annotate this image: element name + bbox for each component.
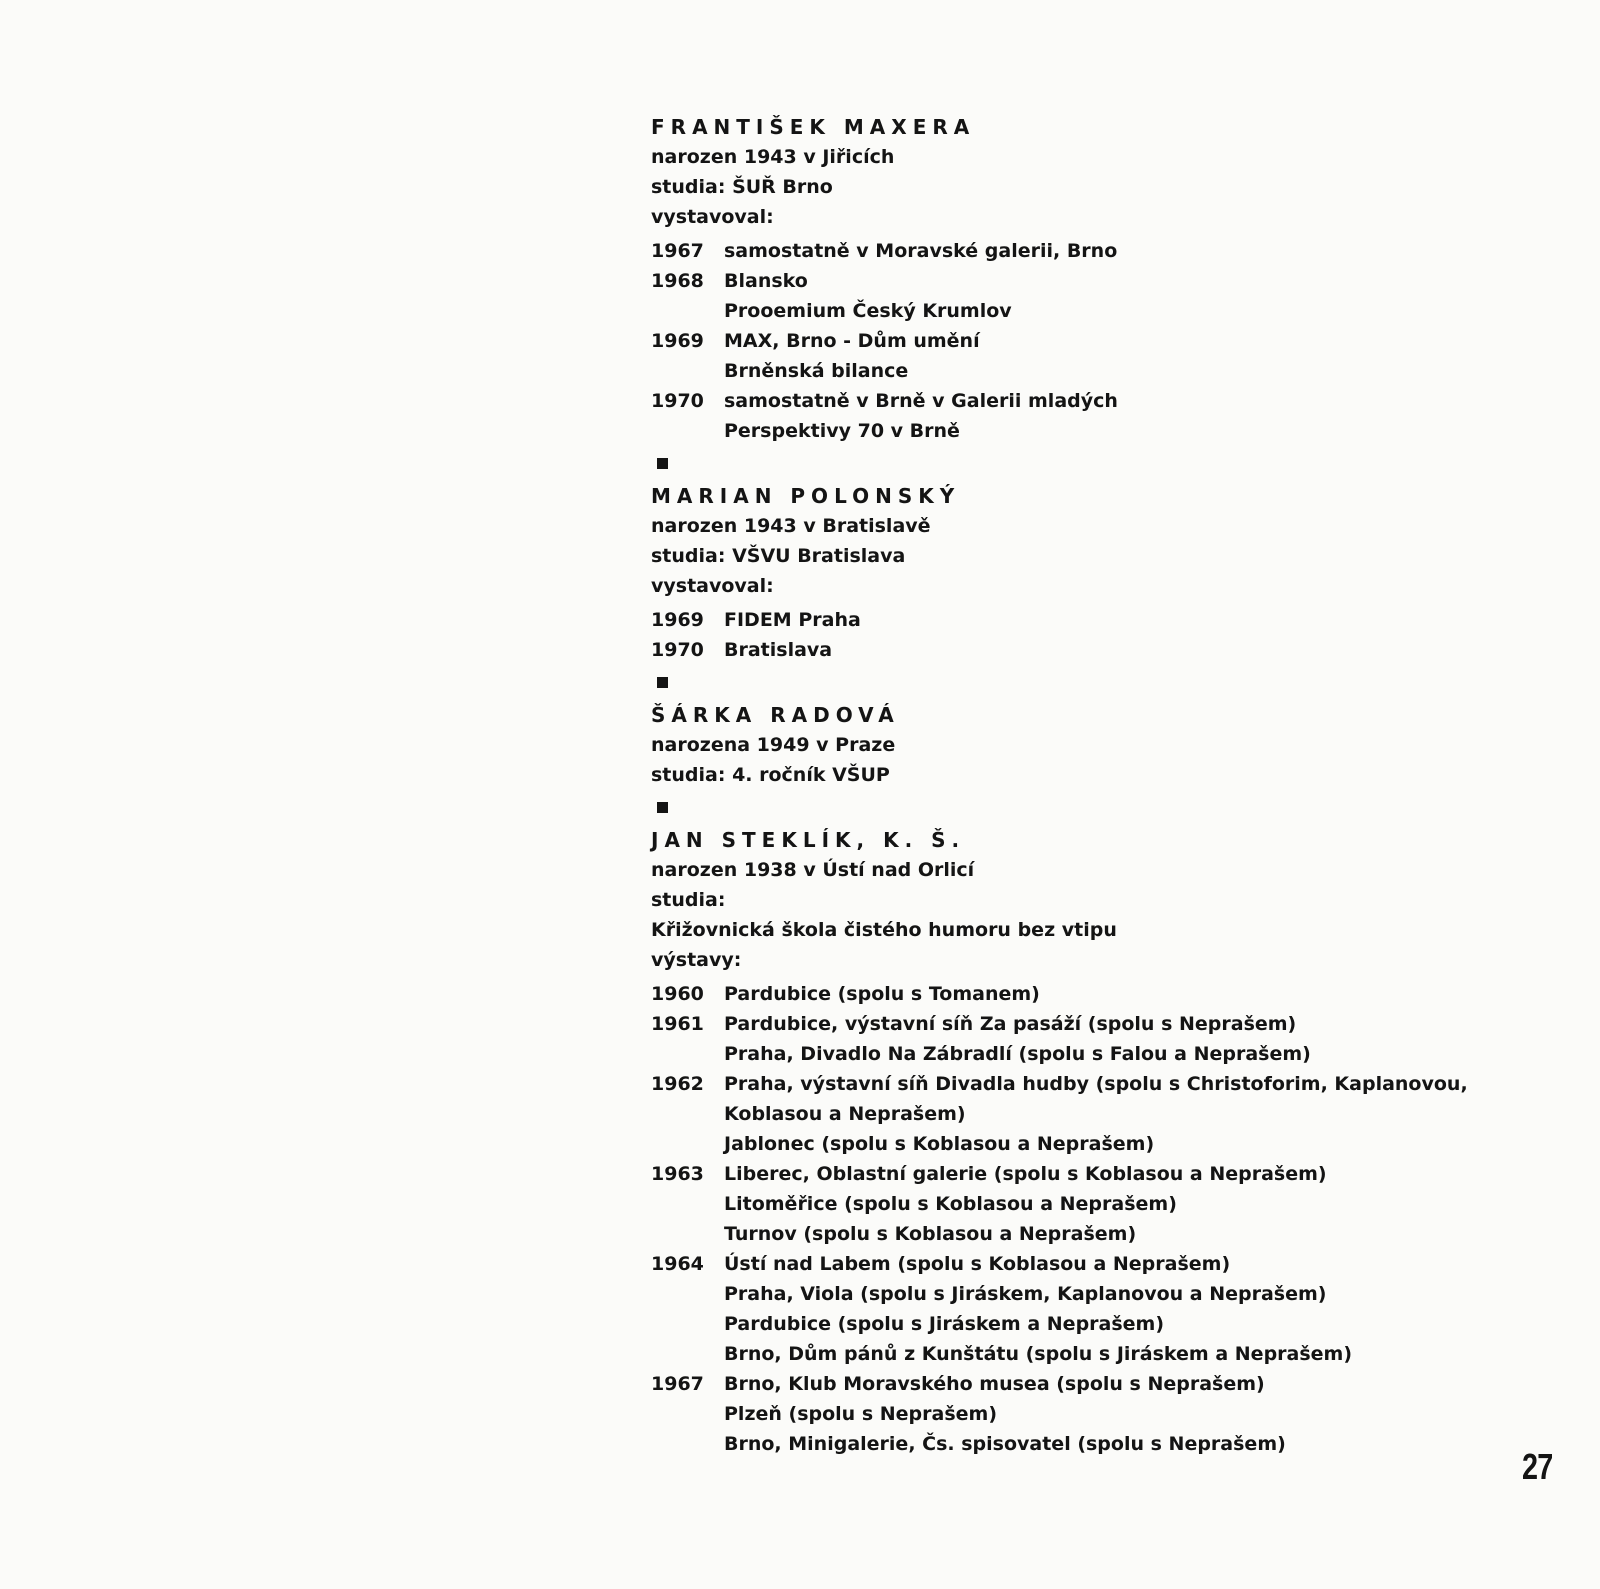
exhibition-places [724, 605, 861, 635]
exhibition-place: Brno, Klub Moravského musea (spolu s Neprašem) [724, 1373, 1265, 1395]
exhibition-place: Praha, Divadlo Na Zábradlí (spolu s Falou a Neprašem) [724, 1043, 1311, 1065]
exhibition-year: 1970 [651, 639, 704, 661]
exhibition-place: Pardubice (spolu s Tomanem) [724, 983, 1040, 1005]
exhibition-place: FIDEM Praha [724, 609, 861, 631]
exhibition-year: 1967 [651, 1373, 704, 1395]
exhibition-place: Litoměřice (spolu s Koblasou a Neprašem) [724, 1193, 1177, 1215]
exhibition-year: 1963 [651, 1163, 704, 1185]
exhibition-place: Koblasou a Neprašem) [724, 1103, 966, 1125]
exhibition-place: Perspektivy 70 v Brně [724, 420, 960, 442]
birth-info: narozen 1943 v Jiřicích [651, 146, 895, 168]
exhibition-row [651, 1009, 1551, 1069]
artist-entry [651, 700, 1551, 790]
studies-detail: Křižovnická škola čistého humoru bez vtipu [651, 919, 1117, 941]
exhibition-place: Ústí nad Labem (spolu s Koblasou a Neprašem) [724, 1253, 1231, 1275]
exhibition-place: Pardubice, výstavní síň Za pasáží (spolu s Neprašem) [724, 1013, 1297, 1035]
exhibition-places [724, 386, 1118, 446]
exhibition-places [724, 635, 832, 665]
square-bullet-icon [657, 677, 668, 688]
exhibition-year: 1970 [651, 390, 704, 412]
exhibition-row [651, 266, 1551, 326]
artist-entry [651, 825, 1551, 1459]
exhibition-place: MAX, Brno - Dům umění [724, 330, 980, 352]
studies-info: studia: 4. ročník VŠUP [651, 764, 890, 786]
exhibition-row [651, 1369, 1551, 1459]
exhibition-place: Praha, Viola (spolu s Jiráskem, Kaplanovou a Neprašem) [724, 1283, 1327, 1305]
exhibition-place: samostatně v Brně v Galerii mladých [724, 390, 1118, 412]
studies-info: studia: [651, 889, 726, 911]
exhibition-place: Jablonec (spolu s Koblasou a Neprašem) [724, 1133, 1155, 1155]
artist-name: MARIAN POLONSKÝ [651, 484, 961, 508]
exhibition-places [724, 326, 980, 386]
studies-info: studia: VŠVU Bratislava [651, 545, 906, 567]
exhibition-row [651, 979, 1551, 1009]
exhibition-row [651, 635, 1551, 665]
artist-entry [651, 481, 1551, 665]
exhibition-row [651, 605, 1551, 635]
artist-biographies [651, 112, 1551, 1459]
artist-name: FRANTIŠEK MAXERA [651, 115, 976, 139]
artist-name: ŠÁRKA RADOVÁ [651, 703, 900, 727]
page-number: 27 [1522, 1446, 1553, 1487]
exhibition-place: Turnov (spolu s Koblasou a Neprašem) [724, 1223, 1137, 1245]
exhibition-year: 1960 [651, 983, 704, 1005]
exhibition-year: 1969 [651, 330, 704, 352]
exhibition-year: 1967 [651, 240, 704, 262]
exhibition-places [724, 1069, 1468, 1159]
exhibition-places [724, 1369, 1286, 1459]
birth-info: narozen 1938 v Ústí nad Orlicí [651, 859, 975, 881]
square-bullet-icon [657, 802, 668, 813]
exhibition-places [724, 1159, 1327, 1249]
exhibition-row [651, 1159, 1551, 1249]
exhibition-places [724, 1249, 1352, 1369]
birth-info: narozena 1949 v Praze [651, 734, 896, 756]
square-bullet-icon [657, 458, 668, 469]
exhibition-row [651, 1249, 1551, 1369]
artist-entry [651, 112, 1551, 446]
exhibition-place: Brno, Minigalerie, Čs. spisovatel (spolu s Neprašem) [724, 1433, 1286, 1455]
exhibition-place: Bratislava [724, 639, 833, 661]
exhibitions-label: vystavoval: [651, 206, 774, 228]
exhibition-place: Blansko [724, 270, 808, 292]
exhibition-place: Pardubice (spolu s Jiráskem a Neprašem) [724, 1313, 1165, 1335]
exhibition-places [724, 266, 1012, 326]
exhibitions-label: výstavy: [651, 949, 742, 971]
exhibition-place: samostatně v Moravské galerii, Brno [724, 240, 1118, 262]
birth-info: narozen 1943 v Bratislavě [651, 515, 931, 537]
exhibition-year: 1968 [651, 270, 704, 292]
exhibition-year: 1969 [651, 609, 704, 631]
exhibition-row [651, 1069, 1551, 1159]
artist-name: JAN STEKLÍK, K. Š. [651, 828, 966, 852]
exhibition-year: 1961 [651, 1013, 704, 1035]
exhibition-row [651, 386, 1551, 446]
exhibition-places [724, 236, 1117, 266]
exhibition-place: Prooemium Český Krumlov [724, 300, 1012, 322]
exhibition-row [651, 326, 1551, 386]
exhibition-place: Brno, Dům pánů z Kunštátu (spolu s Jiráskem a Neprašem) [724, 1343, 1353, 1365]
exhibition-place: Liberec, Oblastní galerie (spolu s Koblasou a Neprašem) [724, 1163, 1327, 1185]
exhibition-year: 1964 [651, 1253, 704, 1275]
exhibition-place: Praha, výstavní síň Divadla hudby (spolu s Christoforim, Kaplanovou, [724, 1073, 1468, 1095]
exhibition-places [724, 1009, 1311, 1069]
exhibitions-label: vystavoval: [651, 575, 774, 597]
exhibition-row [651, 236, 1551, 266]
exhibition-places [724, 979, 1040, 1009]
exhibition-place: Plzeň (spolu s Neprašem) [724, 1403, 998, 1425]
exhibition-year: 1962 [651, 1073, 704, 1095]
exhibition-place: Brněnská bilance [724, 360, 909, 382]
studies-info: studia: ŠUŘ Brno [651, 176, 833, 198]
